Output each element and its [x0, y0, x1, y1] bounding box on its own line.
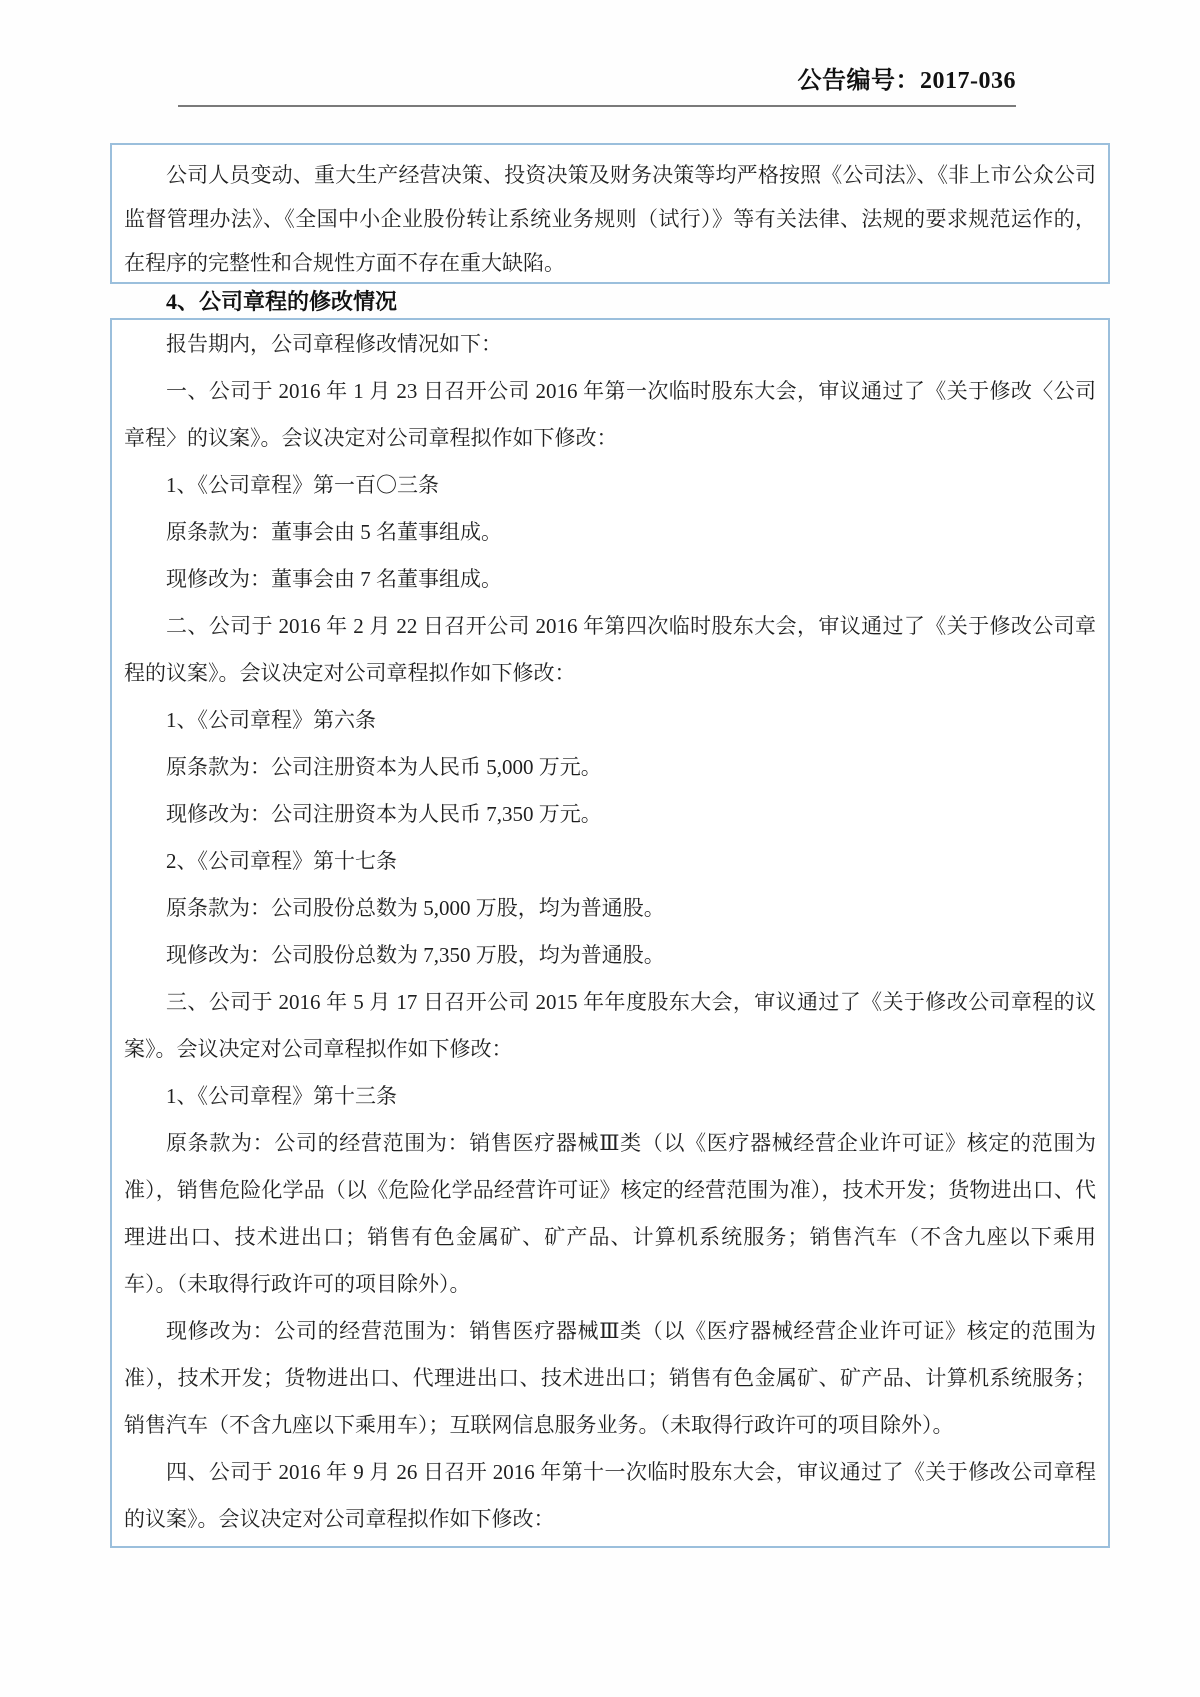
amendment-paragraph: 原条款为：公司的经营范围为：销售医疗器械Ⅲ类（以《医疗器械经营企业许可证》核定的范围为准），销售危险化学品（以《危险化学品经营许可证》核定的经营范围为准），技术开发；货物进出口、代理进出口、技术进出口；销售有色金属矿、矿产品、计算机系统服务；销售汽车（不含九座以下乘用车）。（未取得行政许可的项目除外）。 [124, 1131, 1096, 1296]
amendment-paragraph: 原条款为：董事会由 5 名董事组成。 [166, 520, 502, 544]
amendment-paragraph: 现修改为：董事会由 7 名董事组成。 [166, 567, 502, 591]
amendment-paragraph: 1、《公司章程》第六条 [166, 708, 376, 732]
compliance-statement-box [110, 143, 1110, 284]
amendment-paragraph: 2、《公司章程》第十七条 [166, 849, 397, 873]
amendment-paragraph: 二、公司于 2016 年 2 月 22 日召开公司 2016 年第四次临时股东大会，审议通过了《关于修改公司章程的议案》。会议决定对公司章程拟作如下修改： [124, 614, 1096, 685]
amendment-paragraph: 现修改为：公司的经营范围为：销售医疗器械Ⅲ类（以《医疗器械经营企业许可证》核定的范围为准），技术开发；货物进出口、代理进出口、技术进出口；销售有色金属矿、矿产品、计算机系统服务；销售汽车（不含九座以下乘用车）；互联网信息服务业务。（未取得行政许可的项目除外）。 [124, 1319, 1096, 1437]
amendment-paragraph: 一、公司于 2016 年 1 月 23 日召开公司 2016 年第一次临时股东大会，审议通过了《关于修改〈公司章程〉的议案》。会议决定对公司章程拟作如下修改： [124, 379, 1096, 450]
amendment-paragraph: 现修改为：公司注册资本为人民币 7,350 万元。 [166, 802, 602, 826]
header-rule [178, 105, 1016, 107]
amendment-paragraph: 原条款为：公司注册资本为人民币 5,000 万元。 [166, 755, 602, 779]
amendment-paragraph: 三、公司于 2016 年 5 月 17 日召开公司 2015 年年度股东大会，审议通过了《关于修改公司章程的议案》。会议决定对公司章程拟作如下修改： [124, 990, 1096, 1061]
charter-amendments-box [110, 318, 1110, 1548]
amendment-paragraph: 1、《公司章程》第十三条 [166, 1084, 397, 1108]
section-heading-charter-amendments: 4、公司章程的修改情况 [166, 289, 398, 314]
amendment-paragraph: 现修改为：公司股份总数为 7,350 万股，均为普通股。 [166, 943, 665, 967]
amendment-paragraph: 四、公司于 2016 年 9 月 26 日召开 2016 年第十一次临时股东大会，审议通过了《关于修改公司章程的议案》。会议决定对公司章程拟作如下修改： [124, 1460, 1096, 1531]
announcement-number: 公告编号：2017-036 [797, 68, 1016, 94]
compliance-paragraph: 公司人员变动、重大生产经营决策、投资决策及财务决策等均严格按照《公司法》、《非上市公众公司监督管理办法》、《全国中小企业股份转让系统业务规则（试行）》等有关法律、法规的要求规范运作的，在程序的完整性和合规性方面不存在重大缺陷。 [124, 163, 1096, 275]
amendment-paragraph: 报告期内，公司章程修改情况如下： [166, 332, 502, 356]
amendment-paragraph: 原条款为：公司股份总数为 5,000 万股，均为普通股。 [166, 896, 665, 920]
amendment-paragraph: 1、《公司章程》第一百〇三条 [166, 473, 439, 497]
